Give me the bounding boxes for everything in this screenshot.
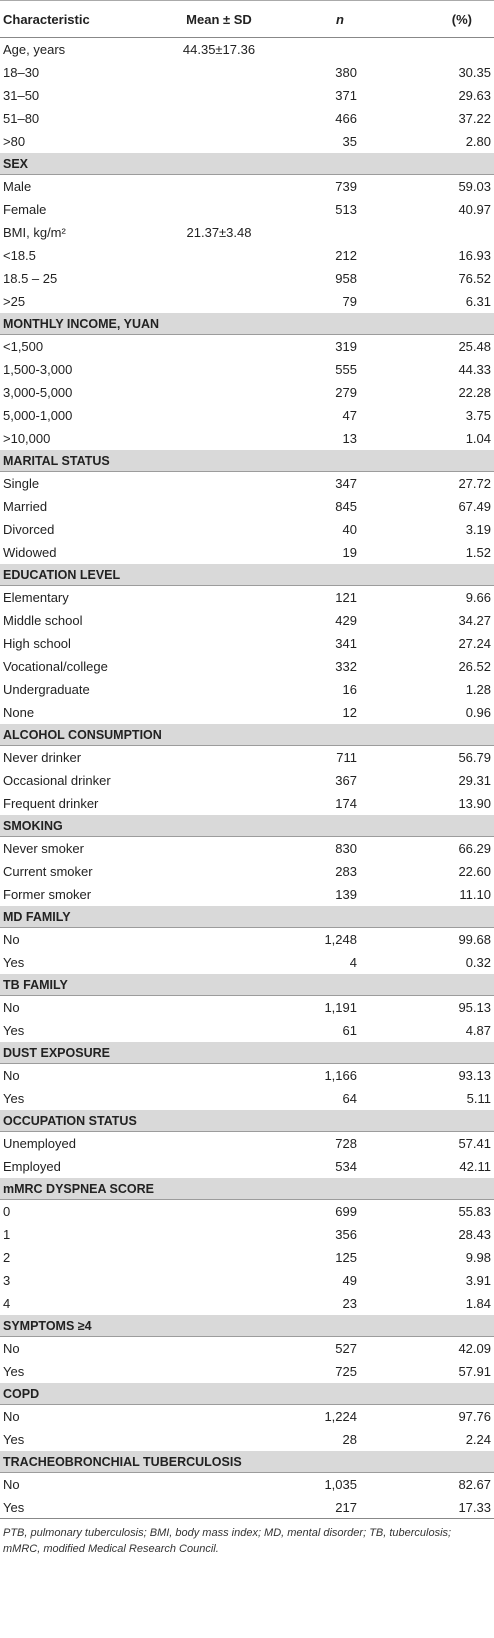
row-n: 19 [270,541,386,564]
row-label: Undergraduate [0,678,168,701]
row-n: 534 [270,1155,386,1178]
row-percent: 27.24 [386,632,494,655]
row-n: 174 [270,792,386,815]
table-row [0,244,494,267]
row-n: 1,191 [270,996,386,1019]
section-header-row [0,974,494,996]
table-row [0,267,494,290]
row-mean-sd: 21.37±3.48 [168,221,270,244]
row-percent: 29.63 [386,84,494,107]
section-label: DUST EXPOSURE [0,1042,494,1064]
row-n: 1,248 [270,928,386,951]
row-n: 125 [270,1246,386,1269]
row-n: 711 [270,746,386,769]
row-percent: 11.10 [386,883,494,906]
row-label: No [0,1337,168,1360]
table-row [0,1064,494,1087]
row-percent: 40.97 [386,198,494,221]
table-row [0,1496,494,1519]
row-n: 319 [270,335,386,358]
section-label: COPD [0,1383,494,1405]
row-label: 31–50 [0,84,168,107]
row-label: Yes [0,951,168,974]
row-percent: 1.84 [386,1292,494,1315]
row-label: Female [0,198,168,221]
row-mean-sd [168,1405,270,1428]
row-percent: 0.32 [386,951,494,974]
row-label: Yes [0,1496,168,1519]
row-percent: 99.68 [386,928,494,951]
row-label: Yes [0,1087,168,1110]
row-mean-sd [168,175,270,198]
row-percent: 57.91 [386,1360,494,1383]
row-label: Age, years [0,38,168,61]
row-n: 1,224 [270,1405,386,1428]
section-label: TB FAMILY [0,974,494,996]
row-n: 341 [270,632,386,655]
row-label: Unemployed [0,1132,168,1155]
row-percent: 59.03 [386,175,494,198]
row-mean-sd [168,358,270,381]
table-row [0,221,494,244]
row-n: 47 [270,404,386,427]
row-n: 513 [270,198,386,221]
row-n: 64 [270,1087,386,1110]
row-label: Vocational/college [0,655,168,678]
table-row [0,130,494,153]
table-row [0,472,494,495]
row-mean-sd [168,244,270,267]
row-mean-sd [168,632,270,655]
table-row [0,769,494,792]
table-row [0,996,494,1019]
row-mean-sd [168,1337,270,1360]
row-n: 356 [270,1223,386,1246]
table-row [0,586,494,609]
row-n: 1,166 [270,1064,386,1087]
row-percent: 1.04 [386,427,494,450]
row-mean-sd [168,1132,270,1155]
row-mean-sd [168,541,270,564]
row-percent [386,221,494,244]
row-n: 380 [270,61,386,84]
table-row [0,358,494,381]
section-label: TRACHEOBRONCHIAL TUBERCULOSIS [0,1451,494,1473]
table-header [0,1,494,38]
row-mean-sd [168,1428,270,1451]
row-percent: 5.11 [386,1087,494,1110]
row-mean-sd [168,335,270,358]
row-n: 958 [270,267,386,290]
row-label: 4 [0,1292,168,1315]
table-row [0,1269,494,1292]
row-percent: 16.93 [386,244,494,267]
table-row [0,175,494,198]
row-mean-sd [168,495,270,518]
section-label: MONTHLY INCOME, YUAN [0,313,494,335]
row-mean-sd [168,61,270,84]
row-label: 2 [0,1246,168,1269]
row-label: No [0,996,168,1019]
row-n: 367 [270,769,386,792]
row-mean-sd [168,1019,270,1042]
row-percent: 25.48 [386,335,494,358]
row-n: 16 [270,678,386,701]
table-row [0,1246,494,1269]
section-label: SYMPTOMS ≥4 [0,1315,494,1337]
table-row [0,1360,494,1383]
row-label: Divorced [0,518,168,541]
table-row [0,541,494,564]
row-percent: 95.13 [386,996,494,1019]
section-header-row [0,1042,494,1064]
table-row [0,951,494,974]
row-n [270,221,386,244]
row-label: Single [0,472,168,495]
row-percent: 4.87 [386,1019,494,1042]
table-row [0,1200,494,1223]
section-header-row [0,906,494,928]
row-percent: 28.43 [386,1223,494,1246]
column-header-percent: (%) [386,1,494,38]
row-label: None [0,701,168,724]
row-label: Yes [0,1360,168,1383]
row-label: >80 [0,130,168,153]
row-label: BMI, kg/m² [0,221,168,244]
row-label: Elementary [0,586,168,609]
table-row [0,1019,494,1042]
row-mean-sd [168,792,270,815]
row-percent: 27.72 [386,472,494,495]
row-n: 49 [270,1269,386,1292]
row-percent: 9.66 [386,586,494,609]
table-row [0,84,494,107]
row-label: Widowed [0,541,168,564]
row-percent: 22.60 [386,860,494,883]
table-row [0,495,494,518]
row-label: 5,000-1,000 [0,404,168,427]
row-label: Middle school [0,609,168,632]
table-row [0,1428,494,1451]
header-row [0,1,494,38]
section-label: OCCUPATION STATUS [0,1110,494,1132]
row-label: 51–80 [0,107,168,130]
row-mean-sd [168,996,270,1019]
row-label: <18.5 [0,244,168,267]
row-mean-sd [168,1473,270,1496]
row-label: Frequent drinker [0,792,168,815]
row-n: 79 [270,290,386,313]
table-row [0,632,494,655]
row-n: 217 [270,1496,386,1519]
row-label: >25 [0,290,168,313]
row-label: Never smoker [0,837,168,860]
section-header-row [0,1110,494,1132]
row-percent: 66.29 [386,837,494,860]
table-row [0,198,494,221]
row-n: 728 [270,1132,386,1155]
section-label: MD FAMILY [0,906,494,928]
row-mean-sd [168,1155,270,1178]
row-mean-sd [168,1064,270,1087]
row-n: 61 [270,1019,386,1042]
row-n: 28 [270,1428,386,1451]
row-percent: 1.52 [386,541,494,564]
row-n: 23 [270,1292,386,1315]
table-row [0,1132,494,1155]
table-row [0,678,494,701]
row-percent: 55.83 [386,1200,494,1223]
row-label: 0 [0,1200,168,1223]
row-mean-sd [168,1246,270,1269]
row-percent: 42.09 [386,1337,494,1360]
section-header-row [0,724,494,746]
row-label: Yes [0,1428,168,1451]
row-percent: 42.11 [386,1155,494,1178]
row-percent: 82.67 [386,1473,494,1496]
table-row [0,928,494,951]
section-header-row [0,1383,494,1405]
table-row [0,1473,494,1496]
table-row [0,1405,494,1428]
row-percent: 0.96 [386,701,494,724]
row-mean-sd [168,107,270,130]
row-percent: 29.31 [386,769,494,792]
row-label: 1,500-3,000 [0,358,168,381]
row-percent: 22.28 [386,381,494,404]
row-n: 121 [270,586,386,609]
row-label: 18–30 [0,61,168,84]
row-mean-sd [168,837,270,860]
row-n: 466 [270,107,386,130]
table-body [0,38,494,1519]
table-row [0,1223,494,1246]
row-n: 12 [270,701,386,724]
table-row [0,860,494,883]
table-row [0,1087,494,1110]
row-mean-sd [168,472,270,495]
row-label: 3,000-5,000 [0,381,168,404]
row-mean-sd [168,769,270,792]
row-percent: 1.28 [386,678,494,701]
row-mean-sd [168,678,270,701]
section-header-row [0,1451,494,1473]
column-header-mean-sd: Mean ± SD [168,1,270,38]
row-n: 429 [270,609,386,632]
row-label: <1,500 [0,335,168,358]
row-mean-sd [168,84,270,107]
table-row [0,1155,494,1178]
row-mean-sd [168,198,270,221]
row-label: No [0,1405,168,1428]
table-footnote: PTB, pulmonary tuberculosis; BMI, body mass index; MD, mental disorder; TB, tuberculosis; mMRC, modified Medical Research Council. [3,1527,452,1555]
row-percent: 6.31 [386,290,494,313]
column-header-characteristic: Characteristic [0,1,168,38]
row-mean-sd [168,427,270,450]
table-row [0,609,494,632]
row-percent: 34.27 [386,609,494,632]
row-label: >10,000 [0,427,168,450]
section-header-row [0,564,494,586]
row-percent: 3.75 [386,404,494,427]
table-row [0,883,494,906]
row-mean-sd [168,290,270,313]
row-mean-sd [168,1360,270,1383]
row-mean-sd [168,655,270,678]
section-label: SMOKING [0,815,494,837]
row-n: 725 [270,1360,386,1383]
row-label: No [0,1064,168,1087]
row-label: No [0,1473,168,1496]
row-label: 3 [0,1269,168,1292]
row-n: 371 [270,84,386,107]
row-label: Occasional drinker [0,769,168,792]
row-n: 40 [270,518,386,541]
table-row [0,837,494,860]
row-percent: 13.90 [386,792,494,815]
row-mean-sd [168,130,270,153]
row-label: Former smoker [0,883,168,906]
row-mean-sd: 44.35±17.36 [168,38,270,61]
row-percent: 57.41 [386,1132,494,1155]
table-row [0,335,494,358]
table-row [0,404,494,427]
table-row [0,701,494,724]
row-percent: 3.19 [386,518,494,541]
table-row [0,746,494,769]
row-mean-sd [168,586,270,609]
row-mean-sd [168,1269,270,1292]
row-percent: 9.98 [386,1246,494,1269]
row-percent: 56.79 [386,746,494,769]
row-percent: 97.76 [386,1405,494,1428]
row-label: 1 [0,1223,168,1246]
row-percent: 93.13 [386,1064,494,1087]
row-mean-sd [168,1496,270,1519]
row-label: Male [0,175,168,198]
row-n: 13 [270,427,386,450]
row-n: 283 [270,860,386,883]
row-mean-sd [168,404,270,427]
row-mean-sd [168,267,270,290]
column-header-n: n [270,1,386,38]
row-n: 830 [270,837,386,860]
row-n: 527 [270,1337,386,1360]
row-label: No [0,928,168,951]
row-mean-sd [168,746,270,769]
row-mean-sd [168,883,270,906]
table-row [0,38,494,61]
row-n: 699 [270,1200,386,1223]
section-header-row [0,313,494,335]
table-row [0,655,494,678]
row-mean-sd [168,860,270,883]
row-n: 4 [270,951,386,974]
row-percent: 26.52 [386,655,494,678]
section-label: ALCOHOL CONSUMPTION [0,724,494,746]
table-row [0,107,494,130]
row-mean-sd [168,1200,270,1223]
row-n: 332 [270,655,386,678]
row-mean-sd [168,381,270,404]
row-label: Employed [0,1155,168,1178]
row-mean-sd [168,518,270,541]
table-row [0,381,494,404]
row-percent: 76.52 [386,267,494,290]
section-header-row [0,1178,494,1200]
table-row [0,792,494,815]
section-label: mMRC DYSPNEA SCORE [0,1178,494,1200]
table-row [0,427,494,450]
section-label: EDUCATION LEVEL [0,564,494,586]
section-header-row [0,815,494,837]
table-row [0,518,494,541]
row-n: 139 [270,883,386,906]
row-mean-sd [168,1087,270,1110]
row-percent: 30.35 [386,61,494,84]
section-label: SEX [0,153,494,175]
row-mean-sd [168,1223,270,1246]
row-mean-sd [168,928,270,951]
table-row [0,61,494,84]
row-percent: 44.33 [386,358,494,381]
row-percent: 37.22 [386,107,494,130]
row-label: Married [0,495,168,518]
row-label: High school [0,632,168,655]
row-percent: 67.49 [386,495,494,518]
row-n: 35 [270,130,386,153]
table-row [0,1292,494,1315]
section-header-row [0,450,494,472]
table-row [0,1337,494,1360]
row-percent [386,38,494,61]
row-n [270,38,386,61]
row-n: 212 [270,244,386,267]
table-row [0,290,494,313]
section-label: MARITAL STATUS [0,450,494,472]
row-n: 555 [270,358,386,381]
row-label: 18.5 – 25 [0,267,168,290]
row-label: Current smoker [0,860,168,883]
row-percent: 2.80 [386,130,494,153]
row-percent: 2.24 [386,1428,494,1451]
row-n: 845 [270,495,386,518]
section-header-row [0,1315,494,1337]
row-mean-sd [168,1292,270,1315]
row-n: 279 [270,381,386,404]
row-mean-sd [168,701,270,724]
row-n: 347 [270,472,386,495]
row-label: Never drinker [0,746,168,769]
row-percent: 3.91 [386,1269,494,1292]
section-header-row [0,153,494,175]
row-mean-sd [168,609,270,632]
row-n: 1,035 [270,1473,386,1496]
row-n: 739 [270,175,386,198]
row-label: Yes [0,1019,168,1042]
row-percent: 17.33 [386,1496,494,1519]
row-mean-sd [168,951,270,974]
